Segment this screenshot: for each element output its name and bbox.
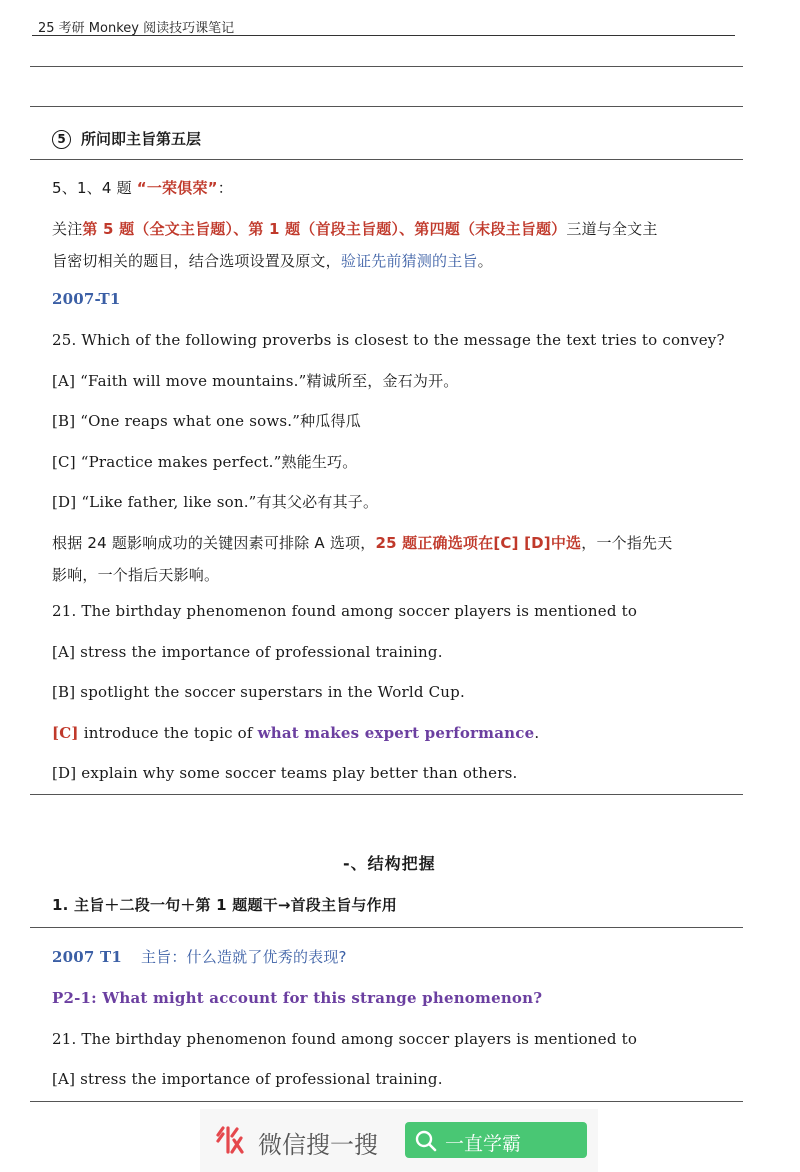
option-letter: [C]	[52, 453, 76, 471]
option-cn: 精诚所至，金石为开。	[306, 372, 459, 390]
option-letter: [A]	[52, 372, 76, 390]
divider	[30, 106, 743, 107]
wechat-search-logo-icon	[214, 1124, 246, 1156]
q21-option-a: [A] stress the importance of professional training.	[52, 643, 443, 661]
focus-highlight: 第 5 题（全文主旨题）、第 1 题（首段主旨题）、第四题（末段主旨题）	[82, 220, 567, 238]
focus-text: 三道与全文主	[566, 220, 658, 238]
theme-line	[52, 947, 347, 967]
q25-option-a	[52, 371, 459, 391]
question-21-stem-repeat: 21. The birthday phenomenon found among soccer players is mentioned to	[52, 1030, 638, 1048]
circled-number: 5	[52, 130, 71, 149]
divider	[30, 927, 743, 928]
analysis-highlight: 25 题正确选项在[C] [D]中选	[375, 534, 582, 552]
focus-text: 。	[477, 252, 493, 270]
divider	[30, 159, 743, 160]
intro-quote: “一荣俱荣”	[136, 179, 218, 197]
q21-option-c	[52, 723, 539, 743]
exam-label: 2007 T1	[52, 948, 122, 966]
option-en: “Practice makes perfect.”	[80, 453, 282, 471]
question-21-stem: 21. The birthday phenomenon found among soccer players is mentioned to	[52, 602, 638, 620]
question-25-stem: 25. Which of the following proverbs is closest to the message the text tries to convey?	[52, 331, 725, 349]
option-text: introduce the topic of	[78, 724, 258, 742]
option-cn: 有其父必有其子。	[256, 493, 379, 511]
header-rule	[32, 35, 735, 36]
option-letter: [D]	[52, 493, 77, 511]
q25-option-c	[52, 452, 357, 472]
q25-option-d	[52, 492, 378, 512]
analysis-text: 根据 24 题影响成功的关键因素可排除 A 选项，	[52, 534, 376, 552]
option-letter-correct: [C]	[52, 724, 79, 742]
page-header-title: 25 考研 Monkey 阅读技巧课笔记	[38, 21, 235, 36]
p2-question: P2-1: What might account for this strange phenomenon?	[52, 989, 543, 1007]
option-en: “One reaps what one sows.”	[80, 412, 301, 430]
q21-option-d: [D] explain why some soccer teams play better than others.	[52, 764, 518, 782]
q21-option-a-repeat: [A] stress the importance of professional training.	[52, 1070, 443, 1088]
option-cn: 熟能生巧。	[281, 453, 358, 471]
divider	[30, 1101, 743, 1102]
option-text: .	[534, 724, 540, 742]
intro-suffix: ：	[217, 179, 233, 197]
analysis-text: ，一个指先天	[581, 534, 673, 552]
q25-option-b	[52, 411, 361, 431]
analysis-text: 影响，一个指后天影响。	[52, 566, 220, 584]
section-title-text: 所问即主旨第五层	[81, 130, 202, 148]
divider	[30, 794, 743, 795]
divider	[30, 66, 743, 67]
focus-text: 旨密切相关的题目，结合选项设置及原文，	[52, 252, 341, 270]
option-en: “Faith will move mountains.”	[80, 372, 307, 390]
focus-paragraph	[52, 213, 742, 277]
option-en: “Like father, like son.”	[81, 493, 257, 511]
exam-label: 2007-T1	[52, 290, 121, 308]
search-icon	[415, 1130, 437, 1152]
focus-verify: 验证先前猜测的主旨	[340, 252, 478, 270]
search-button[interactable]	[405, 1122, 587, 1158]
wechat-search-text: 微信搜一搜	[258, 1131, 378, 1159]
q21-option-b: [B] spotlight the soccer superstars in the World Cup.	[52, 683, 465, 701]
analysis-paragraph	[52, 527, 742, 591]
search-button-label: 一直学霸	[445, 1133, 522, 1155]
option-cn: 种瓜得瓜	[300, 412, 361, 430]
wechat-search-banner[interactable]	[200, 1109, 598, 1172]
focus-text: 关注	[52, 220, 83, 238]
intro-prefix: 5、1、4 题	[52, 179, 132, 197]
option-highlight: what makes expert performance	[257, 724, 535, 742]
part-heading: -、结构把握	[343, 854, 436, 873]
option-letter: [B]	[52, 412, 76, 430]
section-title	[52, 128, 201, 149]
theme-text: 主旨：什么造就了优秀的表现?	[140, 948, 347, 966]
sub-heading: 1. 主旨＋二段一句＋第 1 题题干→首段主旨与作用	[52, 896, 398, 914]
intro-line	[52, 178, 233, 198]
